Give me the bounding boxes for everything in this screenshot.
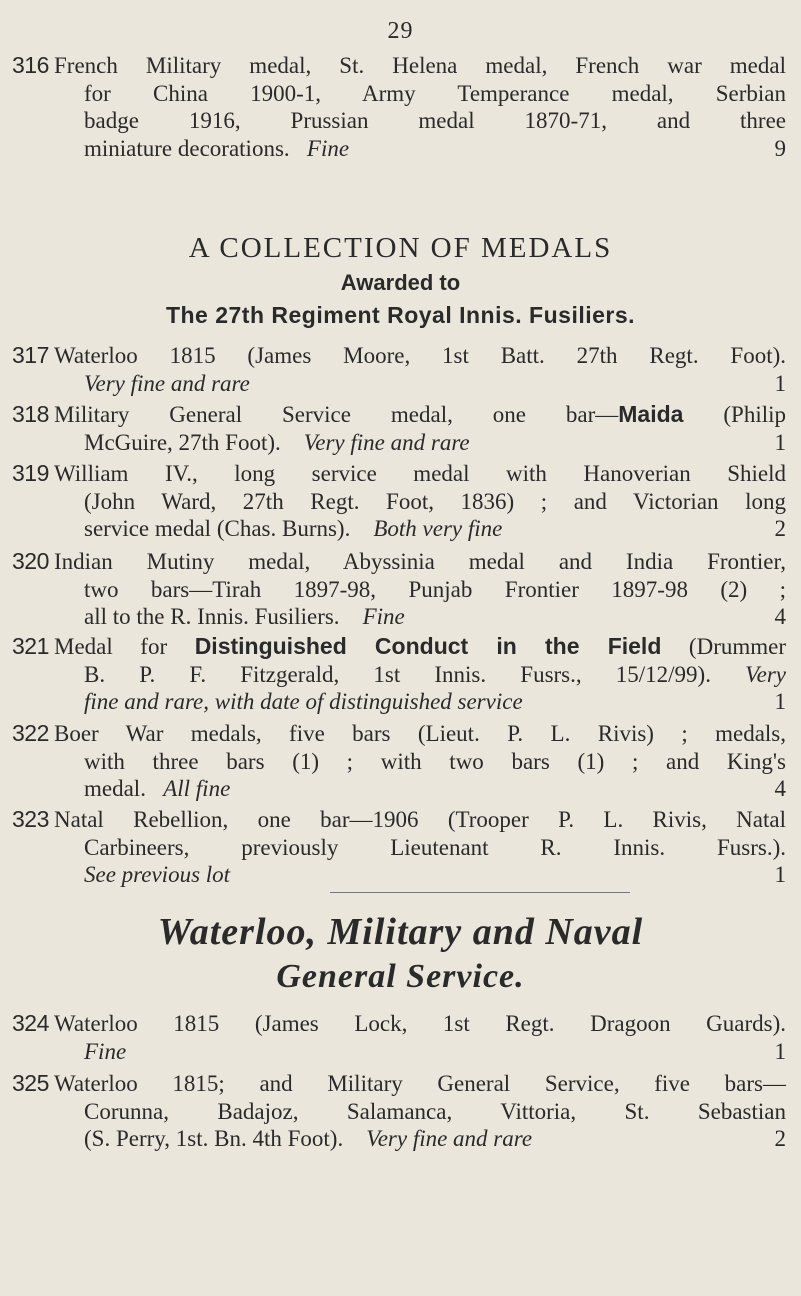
quantity: 1 [774, 1038, 786, 1064]
quantity: 2 [774, 516, 786, 541]
quantity: 9 [774, 135, 786, 161]
lot-line: (John Ward, 27th Regt. Foot, 1836) ; and Victorian long [84, 488, 786, 514]
quantity: 4 [774, 776, 786, 801]
medal-name: Distinguished Conduct in the Field [194, 633, 662, 659]
lot-text: Medal for [54, 634, 195, 659]
lot-line: Waterloo 1815; and Military General Service, five bars— [54, 1071, 786, 1096]
lot-text: (S. Perry, 1st. Bn. 4th Foot). [84, 1126, 344, 1151]
lot-line: two bars—Tirah 1897-98, Punjab Frontier 1897-98 (2) ; [84, 576, 786, 602]
lot-line: with three bars (1) ; with two bars (1) ; and King's [84, 748, 786, 774]
lot-line: French Military medal, St. Helena medal, French war medal [54, 53, 786, 78]
lot-text: medal. [84, 776, 146, 801]
lot-line [54, 661, 786, 689]
section-divider [330, 892, 630, 893]
quantity: 1 [774, 689, 786, 714]
lot-line-last [54, 370, 786, 398]
condition-text: All fine [163, 776, 231, 801]
lot-line [54, 633, 786, 661]
lot-number: 318 [12, 401, 49, 427]
lot-number: 317 [12, 342, 49, 368]
lot-line-last [54, 775, 786, 803]
lot-number: 316 [12, 52, 49, 78]
lot-line: Natal Rebellion, one bar—1906 (Trooper P. L. Rivis, Natal [54, 807, 786, 832]
lot-number: 320 [12, 548, 49, 574]
quantity: 1 [774, 862, 786, 887]
collection-title: A COLLECTION OF MEDALS [188, 232, 613, 264]
condition-text: Very fine and rare [84, 370, 250, 396]
section-subtitle: General Service. [276, 958, 525, 995]
lot-line: Corunna, Badajoz, Salamanca, Vittoria, St. Sebastian [84, 1098, 786, 1124]
lot-line-last [54, 135, 786, 163]
lot-line [54, 401, 786, 429]
lot-text: (Philip [683, 402, 786, 427]
lot-line: Indian Mutiny medal, Abyssinia medal and India Frontier, [54, 549, 786, 574]
lot-line-last [54, 688, 786, 716]
condition-text: Very fine and rare [303, 429, 470, 455]
condition-text: Fine [84, 1038, 127, 1064]
condition-text: Both very fine [373, 516, 503, 541]
quantity: 4 [774, 604, 786, 629]
lot-text: all to the R. Innis. Fusiliers. [84, 604, 340, 629]
condition-text: fine and rare, with date of distinguished service [84, 689, 523, 714]
quantity: 2 [774, 1126, 786, 1151]
lot-line-last [54, 1038, 786, 1066]
lot-number: 324 [12, 1010, 49, 1036]
condition-text: Fine [306, 135, 350, 161]
lot-line: miniature decorations. [84, 135, 290, 161]
lot-text: Military General Service medal, one bar— [54, 402, 619, 427]
page-number: 29 [387, 18, 414, 44]
lot-line-last [54, 1125, 786, 1153]
lot-line: William IV., long service medal with Hanoverian Shield [54, 461, 786, 486]
lot-text: McGuire, 27th Foot). [84, 429, 281, 455]
lot-number: 319 [12, 460, 49, 486]
lot-line-last [54, 515, 786, 543]
lot-line: for China 1900-1, Army Temperance medal, Serbian [84, 80, 786, 106]
collection-subtitle: Awarded to [340, 270, 461, 295]
lot-line: Boer War medals, five bars (Lieut. P. L. Rivis) ; medals, [54, 721, 786, 746]
lot-line: Carbineers, previously Lieutenant R. Innis. Fusrs.). [84, 834, 786, 860]
section-title: Waterloo, Military and Naval [157, 911, 644, 953]
condition-text: Very fine and rare [366, 1126, 533, 1151]
lot-text: B. P. F. Fitzgerald, 1st Innis. Fusrs., 15/12/99). [84, 661, 746, 687]
lot-line: Waterloo 1815 (James Lock, 1st Regt. Dragoon Guards). [54, 1011, 786, 1036]
lot-line-last [54, 861, 786, 889]
bar-name: Maida [618, 401, 684, 427]
lot-line: badge 1916, Prussian medal 1870-71, and three [84, 108, 786, 133]
lot-line: Waterloo 1815 (James Moore, 1st Batt. 27th Regt. Foot). [54, 343, 786, 368]
collection-regiment: The 27th Regiment Royal Innis. Fusiliers. [165, 302, 636, 328]
lot-text: (Drummer [661, 634, 787, 659]
lot-number: 323 [12, 806, 49, 832]
quantity: 1 [774, 370, 786, 396]
condition-text: See previous lot [84, 862, 231, 887]
lot-number: 325 [12, 1070, 49, 1096]
lot-number: 322 [12, 720, 49, 746]
lot-number: 321 [12, 633, 49, 659]
condition-text: Very [745, 661, 786, 687]
lot-line-last [54, 429, 786, 457]
quantity: 1 [774, 429, 786, 455]
lot-line-last [54, 603, 786, 631]
lot-text: service medal (Chas. Burns). [84, 516, 351, 541]
condition-text: Fine [362, 604, 405, 629]
